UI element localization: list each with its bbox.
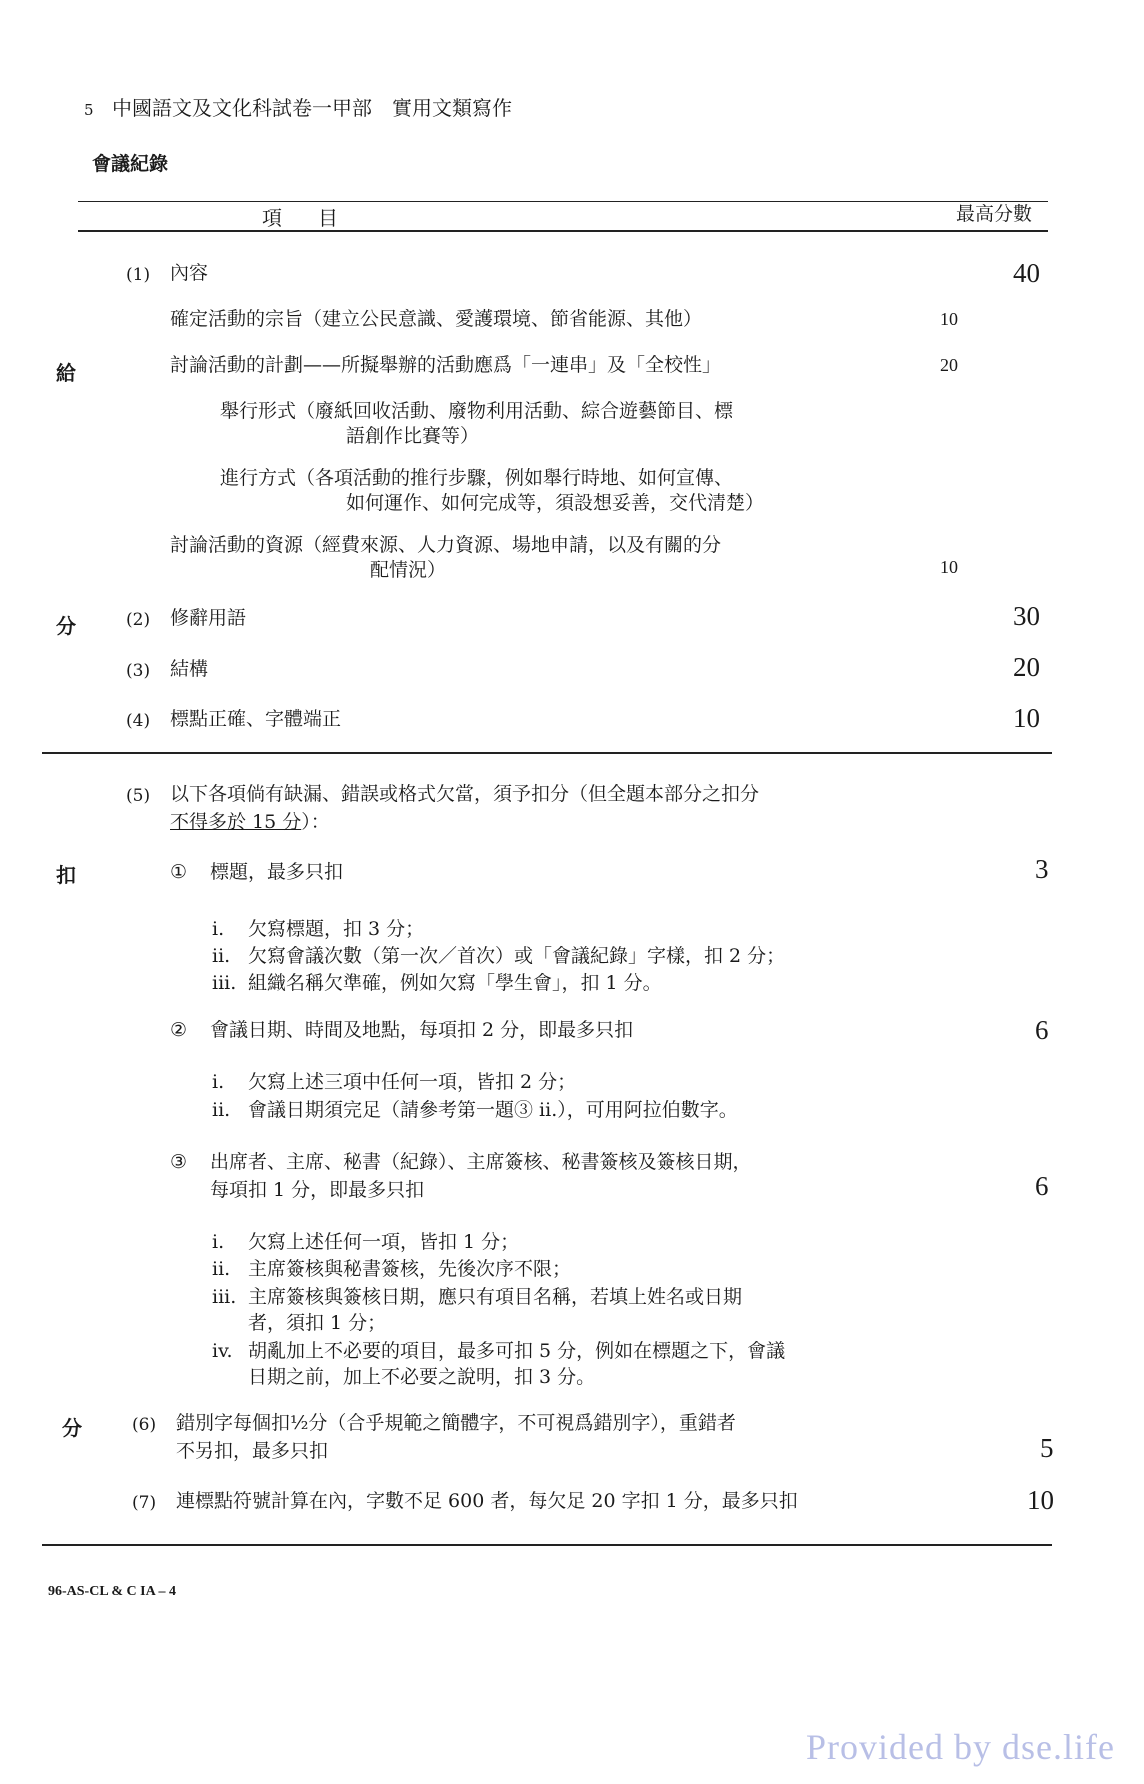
criterion-1-label: 內容 <box>170 262 209 284</box>
criterion-4-number: (4) <box>126 711 151 731</box>
criterion-1-score: 40 <box>1013 258 1040 288</box>
criterion-1b-text: 討論活動的計劃——所擬舉辦的活動應爲「一連串」及「全校性」 <box>170 354 722 376</box>
criterion-6-line2: 不另扣，最多只扣 <box>176 1440 329 1462</box>
paper-code-footer: 96-AS-CL & C IA – 4 <box>48 1584 176 1599</box>
criterion-1a-score: 10 <box>940 309 958 329</box>
deduct-item-2-score: 6 <box>1035 1015 1049 1045</box>
criterion-1b2-line2: 如何運作、如何完成等，須設想妥善，交代清楚） <box>346 492 765 514</box>
section-title: 會議紀錄 <box>92 153 169 175</box>
deduct-cap-text: 不得多於 15 分 <box>170 811 302 833</box>
deduct-item-3-sub-iv-text: 胡亂加上不必要的項目，最多可扣 5 分，例如在標題之下，會議 <box>248 1340 786 1362</box>
criterion-1c-score: 10 <box>940 557 958 577</box>
deduct-item-3-sub-i-num: i. <box>212 1231 225 1253</box>
column-header-max-score: 最高分數 <box>956 203 1033 225</box>
criterion-2-label: 修辭用語 <box>170 607 247 629</box>
deduct-item-1-sub-iii-num: iii. <box>212 972 237 994</box>
deduct-item-3-sub-iii-num: iii. <box>212 1286 237 1308</box>
criterion-1b2-line1: 進行方式（各項活動的推行步驟，例如舉行時地、如何宣傳、 <box>220 467 734 489</box>
deduct-item-2-sub-ii-text: 會議日期須完足（請參考第一題③ ii.），可用阿拉伯數字。 <box>248 1099 738 1121</box>
deduct-cap-tail: ）： <box>301 811 330 833</box>
deduct-item-2-sub-i-num: i. <box>212 1071 225 1093</box>
criterion-7-score: 10 <box>1027 1485 1054 1515</box>
table-header-rule <box>78 230 1048 232</box>
criterion-3-score: 20 <box>1013 652 1040 682</box>
section-divider-rule <box>42 752 1052 754</box>
criterion-1b1-line2: 語創作比賽等） <box>346 425 480 447</box>
deduct-item-1-sub-ii-text: 欠寫會議次數（第一次／首次）或「會議紀錄」字樣，扣 2 分； <box>248 945 786 967</box>
deduct-item-1-sub-ii-num: ii. <box>212 945 231 967</box>
deduct-item-3-line1: 出席者、主席、秘書（紀錄）、主席簽核、秘書簽核及簽核日期， <box>210 1151 752 1173</box>
criterion-6-line1: 錯別字每個扣½分（合乎規範之簡體字，不可視爲錯別字），重錯者 <box>176 1412 736 1434</box>
criterion-5-line2 <box>170 808 330 836</box>
criterion-1-number: (1) <box>126 265 151 285</box>
criterion-2-number: (2) <box>126 610 151 630</box>
criterion-3-label: 結構 <box>170 658 209 680</box>
deduct-item-1-number: ① <box>170 861 188 883</box>
deduct-item-1-sub-i-text: 欠寫標題，扣 3 分； <box>248 918 425 940</box>
watermark-text: Provided by dse.life <box>806 1727 1115 1767</box>
side-label-deduct-1: 扣 <box>56 863 76 887</box>
criterion-7-number: (7) <box>132 1493 157 1513</box>
deduct-item-3-sub-i-text: 欠寫上述任何一項，皆扣 1 分； <box>248 1231 520 1253</box>
criterion-6-number: (6) <box>132 1415 157 1435</box>
deduct-item-2-sub-i-text: 欠寫上述三項中任何一項，皆扣 2 分； <box>248 1071 577 1093</box>
deduct-item-3-line2: 每項扣 1 分，即最多只扣 <box>210 1179 425 1201</box>
deduct-item-3-sub-iv-num: iv. <box>212 1340 233 1362</box>
deduct-item-2-label: 會議日期、時間及地點，每項扣 2 分，即最多只扣 <box>210 1019 634 1041</box>
criterion-3-number: (3) <box>126 661 151 681</box>
page-number: 5 <box>84 101 94 119</box>
deduct-item-2-number: ② <box>170 1019 188 1041</box>
criterion-1b-score: 20 <box>940 355 958 375</box>
deduct-item-1-sub-i-num: i. <box>212 918 225 940</box>
page-header-title: 中國語文及文化科試卷一甲部 實用文類寫作 <box>112 96 512 120</box>
criterion-1b1-line1: 舉行形式（廢紙回收活動、廢物利用活動、綜合遊藝節目、標 <box>220 400 734 422</box>
deduct-item-1-label: 標題，最多只扣 <box>210 861 344 883</box>
side-label-deduct-2: 分 <box>62 1416 82 1440</box>
deduct-item-3-sub-ii-text: 主席簽核與秘書簽核，先後次序不限； <box>248 1258 572 1280</box>
criterion-1c-line2: 配情況） <box>370 559 447 581</box>
column-header-item: 項 目 <box>262 206 346 230</box>
deduct-item-3-number: ③ <box>170 1151 188 1173</box>
criterion-7-label: 連標點符號計算在內，字數不足 600 者，每欠足 20 字扣 1 分，最多只扣 <box>176 1490 798 1512</box>
deduct-item-3-sub-ii-num: ii. <box>212 1258 231 1280</box>
deduct-item-3-sub-iii-text: 主席簽核與簽核日期，應只有項目名稱，若填上姓名或日期 <box>248 1286 743 1308</box>
table-bottom-rule <box>42 1544 1052 1546</box>
criterion-1a-text: 確定活動的宗旨（建立公民意識、愛護環境、節省能源、其他） <box>170 308 703 330</box>
table-top-rule <box>78 201 1048 202</box>
criterion-5-number: (5) <box>126 786 151 806</box>
criterion-5-line1: 以下各項倘有缺漏、錯誤或格式欠當，須予扣分（但全題本部分之扣分 <box>170 783 760 805</box>
criterion-4-label: 標點正確、字體端正 <box>170 708 342 730</box>
deduct-item-3-sub-iv-cont: 日期之前，加上不必要之說明，扣 3 分。 <box>248 1366 596 1388</box>
criterion-2-score: 30 <box>1013 601 1040 631</box>
deduct-item-1-score: 3 <box>1035 854 1049 884</box>
side-label-give-2: 分 <box>56 614 76 638</box>
deduct-item-3-score: 6 <box>1035 1171 1049 1201</box>
deduct-item-1-sub-iii-text: 組織名稱欠準確，例如欠寫「學生會」，扣 1 分。 <box>248 972 662 994</box>
side-label-give-1: 給 <box>56 361 76 385</box>
criterion-6-score: 5 <box>1040 1433 1054 1463</box>
criterion-4-score: 10 <box>1013 703 1040 733</box>
deduct-item-2-sub-ii-num: ii. <box>212 1099 231 1121</box>
criterion-1c-line1: 討論活動的資源（經費來源、人力資源、場地申請，以及有關的分 <box>170 534 722 556</box>
deduct-item-3-sub-iii-cont: 者，須扣 1 分； <box>248 1312 387 1334</box>
